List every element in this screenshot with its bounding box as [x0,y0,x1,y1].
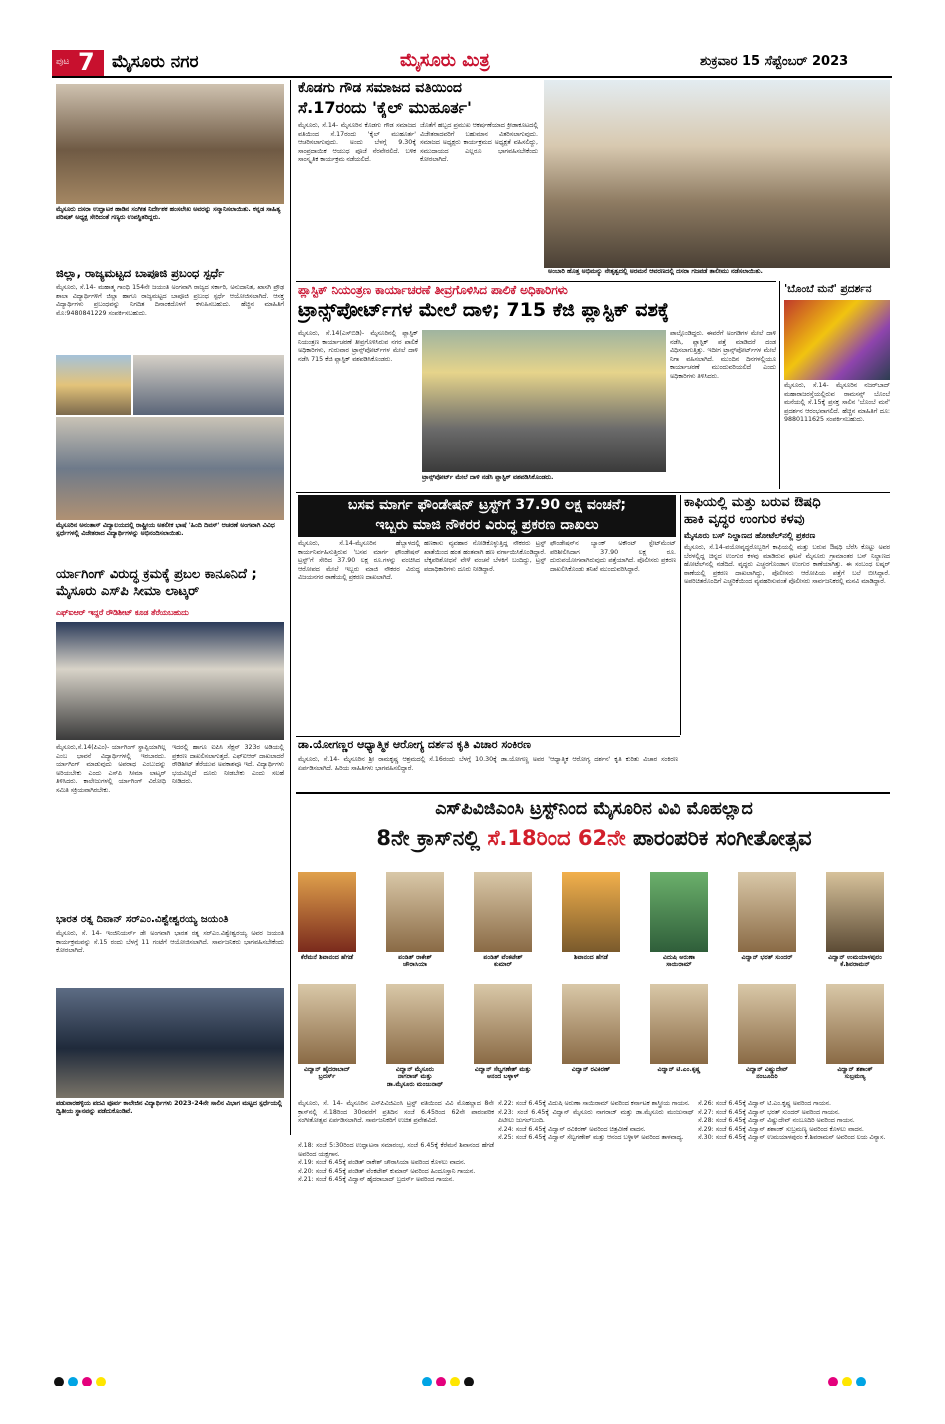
basava-headline-2: ಇಬ್ಬರು ಮಾಜಿ ನೌಕರರ ವಿರುದ್ಧ ಪ್ರಕರಣ ದಾಖಲು [375,517,599,533]
musician-name: ವಿದುಷಿ ಅರುಣಾ ಸಾಯಿರಾಮ್ [662,954,696,969]
reg-mark [450,1377,460,1386]
kodagu-text-a: ಮೈಸೂರು, ಸೆ.14- ಮೈಸೂರಿನ ಕೊಡಗು ಗೌಡ ಸಮಾಜದ ವತಿಯಿಂದ ಸೆ.17ರಂದು 'ಕೈಲ್ ಮುಹೂರ್ತ' ಆಚರಿಸಲಾಗುವುದು. ಅಂದು ಬೆಳಗ್ಗೆ 9.30ಕ್ಕೆ ಸಾಂಪ್ರದಾಯಿಕ ಆಯುಧ ಪೂಜೆ ನೆರವೇರಲಿದೆ. ಬಳಿಕ ಸಾಂಸ್ಕೃತಿಕ ಕಾರ್ಯಕ್ರಮ ನಡೆಯಲಿದೆ. [298,122,416,164]
registration-marks-left [52,1372,132,1386]
musician-card [386,872,444,969]
section-title: ಮೈಸೂರು ನಗರ [112,52,199,72]
musician-photo [386,872,444,952]
college-caption: ಪಡುವಾರಹಳ್ಳಿಯ ಪದವಿ ಪೂರ್ವ ಕಾಲೇಜಿನ ವಿದ್ಯಾರ್ಥಿಗಳು 2023-24ನೇ ಸಾಲಿನ ವಿಭಾಗ ಮಟ್ಟದ ಸ್ಪರ್ಧೆಯಲ್ಲಿ ದ್ವಿತೀಯ ಸ್ಥಾನವನ್ನು ಪಡೆದುಕೊಂಡಿವೆ. [56,1100,282,1116]
music-headline-2b: ಸೆ.18ರಿಂದ 62ನೇ [487,826,626,850]
music-headline [298,796,890,858]
music-headline-2c: ಪಾರಂಪರಿಕ ಸಂಗೀತೋತ್ಸವ [625,826,812,850]
musician-photo [298,984,356,1064]
kodagu-text-b: ಜೊತೆಗೆ ಹಬ್ಬದ ಪ್ರಮುಖ ಆಕರ್ಷಣೆಯಾದ ಕ್ರೀಡಾಕೂಟದಲ್ಲಿ ವಿಜೇತರಾದವರಿಗೆ ಬಹುಮಾನ ವಿತರಿಸಲಾಗುವುದು. ಸಮಾಜದ ಅಧ್ಯಕ್ಷರು ಕಾರ್ಯಕ್ರಮದ ಅಧ್ಯಕ್ಷತೆ ವಹಿಸಲಿದ್ದು, ಸಮುದಾಯದ ಎಲ್ಲರೂ ಭಾಗವಹಿಸಬೇಕೆಂದು ಕೋರಲಾಗಿದೆ. [420,122,538,164]
plastic-text-b: ಪಾಲ್ಗೊಂಡಿದ್ದರು. ಈವರೆಗೆ ಅಂಗಡಿಗಳ ಮೇಲೆ ದಾಳಿ ನಡೆಸಿ, ಪ್ಲಾಸ್ಟಿಕ್ ಪತ್ತೆ ಮಾಡಿದರೆ ದಂಡ ವಿಧಿಸಲಾಗುತ್ತಿತ್ತು. ಇದೀಗ ಟ್ರಾನ್ಸ್‌ಪೋರ್ಟ್‌ಗಳ ಮೇಲೆ ನಿಗಾ ವಹಿಸಲಾಗಿದೆ. ಮುಂದಿನ ದಿನಗಳಲ್ಲಿಯೂ ಕಾರ್ಯಾಚರಣೆ ಮುಂದುವರಿಯಲಿದೆ ಎಂದು ಅಧಿಕಾರಿಗಳು ತಿಳಿಸಿದರು. [670,330,776,380]
musician-card [826,872,884,969]
musician-name: ವಿದ್ವಾನ್ ಟಿ.ಎಂ.ಕೃಷ್ಣ [657,1066,701,1073]
music-schedule-1 [298,1142,494,1366]
reg-mark [436,1377,446,1386]
musician-card [650,872,708,969]
schedule-item: ಸೆ.30: ಸಂಜೆ 6.45ಕ್ಕೆ ವಿದ್ವಾನ್ ಉಮಯಾಳಪುರಂ ಕೆ.ಶಿವರಾಮನ್ ಅವರಿಂದ ಲಯ ವಿನ್ಯಾಸ. [698,1134,886,1142]
page-number: 7 [78,50,95,76]
schedule-item: ಸೆ.19: ಸಂಜೆ 6.45ಕ್ಕೆ ಪಂಡಿತ್ ರಾಕೇಶ್ ಚೌರಾಸಿಯಾ ಅವರಿಂದ ಕೊಳಲು ವಾದನ. [298,1159,466,1167]
hrule-1 [296,281,776,282]
schedule-item: ಸೆ.27: ಸಂಜೆ 6.45ಕ್ಕೆ ವಿದ್ವಾನ್ ಭರತ್ ಸುಂದರ್ ಅವರಿಂದ ಗಾಯನ. [698,1108,840,1116]
reg-mark [82,1377,92,1386]
music-headline-1: ಎಸ್‌ಪಿವಿಜಿಎಂಸಿ ಟ್ರಸ್ಟ್‌ನಿಂದ ಮೈಸೂರಿನ ವಿವಿ ಮೊಹಲ್ಲಾದ [435,799,753,819]
basava-text-a: ಮೈಸೂರು, ಸೆ.14-ಮೈಸೂರಿನ ಹೆಬ್ಬಾಳದಲ್ಲಿ ಕಾರ್ಯನಿರ್ವಹಿಸುತ್ತಿರುವ 'ಬಸವ ಮಾರ್ಗ ಫೌಂಡೇಷನ್ ಟ್ರಸ್ಟ್‌'ಗೆ ಸೇರಿದ 37.90 ಲಕ್ಷ ರೂ.ಗಳನ್ನು ವಂಚಿಸಿದ ಆರೋಪದ ಮೇಲೆ ಇಬ್ಬರು ಮಾಜಿ ನೌಕರರ ವಿರುದ್ಧ ವಿಜಯನಗರ ಠಾಣೆಯಲ್ಲಿ ಪ್ರಕರಣ ದಾಖಲಾಗಿದೆ. [298,540,420,582]
bharat-ratna-heading: ಭಾರತ ರತ್ನ ದಿವಾನ್ ಸರ್‌ಎಂ.ವಿಶ್ವೇಶ್ವರಯ್ಯ ಜಯಂತಿ [56,914,229,925]
theft-headline-1: ಕಾಫಿಯಲ್ಲಿ ಮತ್ತು ಬರುವ ಔಷಧಿ [684,495,821,510]
musicians-row-2 [298,984,890,1098]
dolls-heading: 'ಬೊಂಬೆ ಮನೆ' ಪ್ರದರ್ಶನ [784,283,872,295]
plastic-text-a: ಮೈಸೂರು, ಸೆ.14(ಎಸ್‌ಬಿಡಿ)- ಮೈಸೂರಿನಲ್ಲಿ ಪ್ಲಾಸ್ಟಿಕ್ ನಿಯಂತ್ರಣ ಕಾರ್ಯಾಚರಣೆ ತೀವ್ರಗೊಳಿಸಿರುವ ನಗರ ಪಾಲಿಕೆ ಅಧಿಕಾರಿಗಳು, ಗುರುವಾರ ಟ್ರಾನ್ಸ್‌ಪೋರ್ಟ್‌ಗಳ ಮೇಲೆ ದಾಳಿ ನಡೆಸಿ 715 ಕೆಜಿ ಪ್ಲಾಸ್ಟಿಕ್ ವಶಪಡಿಸಿಕೊಂಡರು. [298,330,418,363]
theft-subheading: ಮೈಸೂರು ಬಸ್ ನಿಲ್ದಾಣದ ಹೋಟೆಲ್‌ನಲ್ಲಿ ಪ್ರಕರಣ [684,530,816,540]
reg-mark [842,1377,852,1386]
plastic-photo-caption: ಟ್ರಾನ್ಸ್‌ಪೋರ್ಟ್ ಮೇಲೆ ದಾಳಿ ನಡೆಸಿ ಪ್ಲಾಸ್ಟಿಕ್ ವಶಪಡಿಸಿಕೊಂಡರು. [422,474,554,481]
col-divider-2 [779,281,780,489]
basava-text-b: ಹಣಕಾಸು ವ್ಯವಹಾರ ನೋಡಿಕೊಳ್ಳುತ್ತಿದ್ದ ನೌಕರರು ಟ್ರಸ್ಟ್ ಖಾತೆಯಿಂದ ಹಂತ ಹಂತವಾಗಿ ಹಣ ವರ್ಗಾಯಿಸಿಕೊಂಡಿದ್ದಾರೆ. ಲೆಕ್ಕಪರಿಶೋಧನೆ ವೇಳೆ ವಂಚನೆ ಬೆಳಕಿಗೆ ಬಂದಿದ್ದು, ಟ್ರಸ್ಟ್ ಪದಾಧಿಕಾರಿಗಳು ದೂರು ನೀಡಿದ್ದಾರೆ. [424,540,546,573]
musician-card [650,984,708,1073]
kodagu-heading-1: ಕೊಡಗು ಗೌಡ ಸಮಾಜದ ವತಿಯಿಂದ [298,80,462,96]
musician-photo [474,984,532,1064]
reg-mark [68,1377,78,1386]
schedule-item: ಸೆ.29: ಸಂಜೆ 6.45ಕ್ಕೆ ವಿದ್ವಾನ್ ಶಶಾಂಕ್ ಸುಬ್ರಮಣ್ಯ ಅವರಿಂದ ಕೊಳಲು ವಾದನ. [698,1125,864,1133]
schedule-item: ಸೆ.24: ಸಂಜೆ 6.45ಕ್ಕೆ ವಿದ್ವಾನ್ ರವಿಕಿರಣ್ ಅವರಿಂದ ಚಿತ್ರವೀಣೆ ವಾದನ. [498,1125,646,1133]
dolls-photo [784,300,890,380]
musician-card [562,872,620,961]
basava-text-c: ಫೌಂಡೇಷನ್‌ನ ಬ್ಯಾಂಕ್ ಅಕೌಂಟ್ ಸ್ಟೇಟ್‌ಮೆಂಟ್ ಪರಿಶೀಲಿಸಿದಾಗ 37.90 ಲಕ್ಷ ರೂ. ದುರುಪಯೋಗವಾಗಿರುವುದು ಪತ್ತೆಯಾಗಿದೆ. ಪೊಲೀಸರು ಪ್ರಕರಣ ದಾಖಲಿಸಿಕೊಂಡು ತನಿಖೆ ಮುಂದುವರಿಸಿದ್ದಾರೆ. [550,540,676,573]
musician-photo [562,872,620,952]
musician-photo [386,984,444,1064]
registration-marks-right [826,1372,892,1386]
paper-name: ಮೈಸೂರು ಮಿತ್ರ [400,50,490,71]
music-headline-2 [298,822,890,854]
schedule-item: ಸೆ.23: ಸಂಜೆ 6.45ಕ್ಕೆ ವಿದ್ವಾನ್ ಮೈಸೂರು ನಾಗರಾಜ್ ಮತ್ತು ಡಾ.ಮೈಸೂರು ಮಂಜುನಾಥ್ ಪಿಟೀಲು ಜುಗಲ್‌ಬಂದಿ. [498,1108,694,1125]
musician-name: ಕೆರೆಮನೆ ಶಿವಾನಂದ ಹೆಗಡೆ [300,954,354,961]
page-number-box [52,50,104,76]
musician-photo [826,872,884,952]
students-group-photo-2 [56,417,284,520]
schedule-item: ಸೆ.18: ಸಂಜೆ 5:30ರಿಂದ ಉದ್ಘಾಟನಾ ಸಮಾರಂಭ, ಸಂಜೆ 6.45ಕ್ಕೆ ಕೆರೆಮನೆ ಶಿವಾನಂದ ಹೆಗಡೆ ಅವರಿಂದ ಯಕ್ಷಗಾನ. [298,1142,494,1158]
hrule-2 [296,492,890,493]
page-word: ಪುಟ [56,57,70,67]
musician-photo [650,872,708,952]
basava-headline-1: ಬಸವ ಮಾರ್ಗ ಫೌಂಡೇಷನ್ ಟ್ರಸ್ಟ್‌ಗೆ 37.90 ಲಕ್ಷ ವಂಚನೆ; [347,497,627,513]
sp-seema-latkar-photo [56,622,284,740]
musician-photo [738,872,796,952]
musician-name: ವಿದ್ವಾನ್ ವಿಷ್ಣುದೇವ್ ನಂಬೂದಿರಿ [746,1066,788,1081]
schedule-item: ಸೆ.25: ಸಂಜೆ 6.45ಕ್ಕೆ ವಿದ್ವಾನ್ ಸೆಲ್ವಗಣೇಶ್ ಮತ್ತು ಆನಂದ ಬಳ್ಳಾಳ್ ಅವರಿಂದ ತಾಳವಾದ್ಯ. [498,1134,684,1142]
ragging-text-a: ಮೈಸೂರು,ಸೆ.14(ಪಿಎಂ)- ರ್ಯಾಗಿಂಗ್ ಸ್ಥಾಪ್ಪಿಯಾಗಿಲ್ಲ ಎಂಬ ಭಾವನೆ ವಿದ್ಯಾರ್ಥಿಗಳಲ್ಲಿ ಇರಬಾರದು. ರ್ಯಾಗಿಂಗ್ ಮಾಡುವುದು ಅಪರಾಧ ಎಂಬುದನ್ನು ಅರಿಯಬೇಕು ಎಂದು ಎಸ್‌ಪಿ ಸೀಮಾ ಲಾಟ್ಕರ್ ತಿಳಿಸಿದರು. ಕಾಲೇಜುಗಳಲ್ಲಿ ರ್ಯಾಗಿಂಗ್ ವಿರೋಧಿ ಸಮಿತಿ ಸಕ್ರಿಯವಾಗಿರಬೇಕು. [56,744,166,794]
essay-text: ಮೈಸೂರು, ಸೆ.14- ಮಹಾತ್ಮ ಗಾಂಧಿ 154ನೇ ಜಯಂತಿ ಅಂಗವಾಗಿ ರಾಜ್ಯದ ಸರ್ಕಾರಿ, ಅನುದಾನಿತ, ಖಾಸಗಿ ಪ್ರೌಢ ಶಾಲಾ ವಿದ್ಯಾರ್ಥಿಗಳಿಗೆ ಜಿಲ್ಲಾ ಹಾಗೂ ರಾಜ್ಯಮಟ್ಟದ ಬಾಪೂಜಿ ಪ್ರಬಂಧ ಸ್ಪರ್ಧೆ ಆಯೋಜಿಸಲಾಗಿದೆ. ಆಸಕ್ತ ವಿದ್ಯಾರ್ಥಿಗಳು ಪ್ರಬಂಧವನ್ನು ನಿಗದಿತ ದಿನಾಂಕದೊಳಗೆ ಕಳುಹಿಸಬಹುದು. ಹೆಚ್ಚಿನ ಮಾಹಿತಿಗೆ ಮೊ:9480841229 ಸಂಪರ್ಕಿಸಬಹುದು. [56,284,284,317]
dasara-elephants-photo [544,80,890,268]
theft-text: ಮೈಸೂರು, ಸೆ.14-ವಯೋವೃದ್ಧರೊಬ್ಬರಿಗೆ ಕಾಫಿಯಲ್ಲಿ ಮತ್ತು ಬರುವ ಔಷಧಿ ಬೆರೆಸಿ ಕೊಟ್ಟು ಅವರ ಬೆರಳಲ್ಲಿದ್ದ ಚಿನ್ನದ ಉಂಗುರ ಕಳವು ಮಾಡಿರುವ ಘಟನೆ ಮೈಸೂರು ಗ್ರಾಮಾಂತರ ಬಸ್ ನಿಲ್ದಾಣದ ಹೋಟೆಲ್‌ನಲ್ಲಿ ನಡೆದಿದೆ. ವೃದ್ಧರು ಎಚ್ಚರಗೊಂಡಾಗ ಉಂಗುರ ಕಾಣೆಯಾಗಿತ್ತು. ಈ ಸಂಬಂಧ ಲಷ್ಕರ್ ಠಾಣೆಯಲ್ಲಿ ಪ್ರಕರಣ ದಾಖಲಾಗಿದ್ದು, ಪೊಲೀಸರು ಆರೋಪಿಯ ಪತ್ತೆಗೆ ಬಲೆ ಬೀಸಿದ್ದಾರೆ. ಅಪರಿಚಿತರೊಂದಿಗೆ ಎಚ್ಚರಿಕೆಯಿಂದ ವ್ಯವಹರಿಸುವಂತೆ ಪೊಲೀಸರು ಸಾರ್ವಜನಿಕರಲ್ಲಿ ಮನವಿ ಮಾಡಿದ್ದಾರೆ. [684,544,890,586]
musician-photo [562,984,620,1064]
musician-card [738,872,796,961]
reg-mark [464,1377,474,1386]
musician-name: ವಿದ್ವಾನ್ ಶಶಾಂಕ್ ಸುಬ್ರಮಣ್ಯ [837,1066,873,1081]
musician-name: ವಿದ್ವಾನ್ ರವಿಕಿರಣ್ [571,1066,611,1073]
reg-mark [54,1377,64,1386]
dolls-text: ಮೈಸೂರು, ಸೆ.14- ಮೈಸೂರಿನ ನಜರ್‌ಬಾದ್ ಮಹಾರಾಜರಸ್ತೆಯಲ್ಲಿರುವ ರಾಮಸನ್ಸ್ ಬೊಂಬೆ ಮನೆಯಲ್ಲಿ ಸೆ.15ಕ್ಕೆ ಪ್ರಸಕ್ತ ಸಾಲಿನ 'ಬೊಂಬೆ ಮನೆ' ಪ್ರದರ್ಶನ ಆರಂಭವಾಗಲಿದೆ. ಹೆಚ್ಚಿನ ಮಾಹಿತಿಗೆ ದೂ: 9880111625 ಸಂಪರ್ಕಿಸಬಹುದು. [784,382,890,424]
ragging-subheading: ಎಫ್‌ಐಆರ್ ಇದ್ದರೆ ರೌಡಿಶೀಟ್ ಕೂಡ ತೆರೆಯಬಹುದು [56,608,189,617]
musician-card [474,872,532,969]
school-building-photo [56,355,131,415]
music-schedule-2 [498,1100,694,1366]
col-divider-3 [680,495,681,735]
musician-card [562,984,620,1073]
essay-heading: ಜಿಲ್ಲಾ, ರಾಜ್ಯಮಟ್ಟದ ಬಾಪೂಜಿ ಪ್ರಬಂಧ ಸ್ಪರ್ಧೆ [56,266,225,280]
masthead-rule [52,76,892,78]
basava-headline-box [298,495,676,537]
musician-photo [298,872,356,952]
musician-photo [650,984,708,1064]
felicitation-caption: ಮೈಸೂರು ದಸರಾ ಉದ್ಘಾಟಕ ಹಾಡಿನ ಸಂಗೀತ ನಿರ್ದೇಶಕ ಹಂಸಲೇಖ ಅವರನ್ನು ಸನ್ಮಾನಿಸಲಾಯಿತು. ಕನ್ನಡ ಸಾಹಿತ್ಯ ಪರಿಷತ್ ಅಧ್ಯಕ್ಷ ಸೇರಿದಂತೆ ಗಣ್ಯರು ಉಪಸ್ಥಿತರಿದ್ದರು. [56,206,281,222]
reg-mark [856,1377,866,1386]
yoganna-text: ಮೈಸೂರು, ಸೆ.14- ಮೈಸೂರಿನ ಶ್ರೀ ರಾಮಕೃಷ್ಣ ಆಶ್ರಮದಲ್ಲಿ ಸೆ.16ರಂದು ಬೆಳಗ್ಗೆ 10.30ಕ್ಕೆ ಡಾ.ಯೋಗಣ್ಣ ಅವರ 'ಆಧ್ಯಾತ್ಮಿಕ ಆರೋಗ್ಯ ದರ್ಶನ' ಕೃತಿ ಕುರಿತು ವಿಚಾರ ಸಂಕಿರಣ ಏರ್ಪಡಿಸಲಾಗಿದೆ. ಹಿರಿಯ ಸಾಹಿತಿಗಳು ಭಾಗವಹಿಸಲಿದ್ದಾರೆ. [298,756,678,772]
reg-mark [422,1377,432,1386]
reg-mark [96,1377,106,1386]
hamsalekha-felicitation-photo [56,84,284,204]
schedule-item: ಸೆ.28: ಸಂಜೆ 6.45ಕ್ಕೆ ವಿದ್ವಾನ್ ವಿಷ್ಣುದೇವ್ ನಂಬೂದಿರಿ ಅವರಿಂದ ಗಾಯನ. [698,1117,855,1125]
college-students-photo [56,988,284,1098]
musician-card [298,872,356,961]
music-schedule-3 [698,1100,890,1366]
musician-name: ಶಿವಾನಂದ ಹೆಗಡೆ [574,954,608,961]
elephant-caption: ಅಂಬಾರಿ ಹೊತ್ತ ಅಭಿಮನ್ಯು ನೇತೃತ್ವದಲ್ಲಿ ಅರಮನೆ ಆವರಣದಲ್ಲಿ ದಸರಾ ಗಜಪಡೆ ತಾಲೀಮು ನಡೆಸಲಾಯಿತು. [548,268,763,275]
musician-name: ಪಂಡಿತ್ ರಾಕೇಶ್ ಚೌರಾಸಿಯಾ [398,954,432,969]
ragging-heading: ರ್ಯಾಗಿಂಗ್ ವಿರುದ್ಧ ಕ್ರಮಕ್ಕೆ ಪ್ರಬಲ ಕಾನೂನಿದೆ ; ಮೈಸೂರು ಎಸ್‌ಪಿ ಸೀಮಾ ಲಾಟ್ಕರ್ [56,567,257,599]
schedule-item: ಸೆ.21: ಸಂಜೆ 6.45ಕ್ಕೆ ವಿದ್ವಾನ್ ಹೈದರಾಬಾದ್ ಬ್ರದರ್ಸ್ ಅವರಿಂದ ಗಾಯನ. [298,1176,455,1184]
musician-name: ವಿದ್ವಾನ್ ಭರತ್ ಸುಂದರ್ [741,954,793,961]
plastic-kicker: ಪ್ಲಾಸ್ಟಿಕ್ ನಿಯಂತ್ರಣ ಕಾರ್ಯಾಚರಣೆ ತೀವ್ರಗೊಳಿಸಿದ ಪಾಲಿಕೆ ಅಧಿಕಾರಿಗಳು [298,283,568,297]
musician-card [738,984,796,1081]
musician-photo [474,872,532,952]
musician-card [474,984,532,1081]
schedule-item: ಸೆ.20: ಸಂಜೆ 6.45ಕ್ಕೆ ಪಂಡಿತ್ ವೆಂಕಟೇಶ್ ಕುಮಾರ್ ಅವರಿಂದ ಹಿಂದೂಸ್ತಾನಿ ಗಾಯನ. [298,1167,476,1175]
schedule-item: ಸೆ.22: ಸಂಜೆ 6.45ಕ್ಕೆ ವಿದುಷಿ ಅರುಣಾ ಸಾಯಿರಾಮ್ ಅವರಿಂದ ಕರ್ನಾಟಕ ಶಾಸ್ತ್ರೀಯ ಗಾಯನ. [498,1100,690,1107]
col-divider-1 [290,80,291,1135]
masthead [0,50,945,76]
hrule-3 [296,736,680,737]
students-group-photo-1 [133,355,284,415]
musician-photo [826,984,884,1064]
bharat-ratna-text: ಮೈಸೂರು, ಸೆ. 14- ಇಂಜಿನಿಯರ್ಸ್ ಡೇ ಅಂಗವಾಗಿ ಭಾರತ ರತ್ನ ಸರ್‌ಎಂ.ವಿಶ್ವೇಶ್ವರಯ್ಯ ಅವರ ಜಯಂತಿ ಕಾರ್ಯಕ್ರಮವನ್ನು ಸೆ.15 ರಂದು ಬೆಳಗ್ಗೆ 11 ಗಂಟೆಗೆ ಆಯೋಜಿಸಲಾಗಿದೆ. ಸಾರ್ವಜನಿಕರು ಭಾಗವಹಿಸಬೇಕೆಂದು ಕೋರಲಾಗಿದೆ. [56,930,284,955]
plastic-raid-photo [422,330,666,472]
musician-name: ವಿದ್ವಾನ್ ಉಮಯಾಳಪುರಂ ಕೆ.ಶಿವರಾಮನ್ [828,954,882,969]
musician-name: ವಿದ್ವಾನ್ ಮೈಸೂರು ನಾಗರಾಜ್ ಮತ್ತು ಡಾ.ಮೈಸೂರು ಮಂಜುನಾಥ್ [386,1066,444,1088]
yoganna-heading: ಡಾ.ಯೋಗಣ್ಣರ ಆಧ್ಯಾತ್ಮಿಕ ಆರೋಗ್ಯ ದರ್ಶನ ಕೃತಿ ವಿಚಾರ ಸಂಕಿರಣ [298,738,531,751]
music-headline-2a: 8ನೇ ಕ್ರಾಸ್‌ನಲ್ಲಿ [376,826,488,850]
plastic-headline: ಟ್ರಾನ್ಸ್‌ಪೋರ್ಟ್‌ಗಳ ಮೇಲೆ ದಾಳಿ; 715 ಕೆಜಿ ಪ್ಲಾಸ್ಟಿಕ್ ವಶಕ್ಕೆ [298,299,670,321]
schedule-item: ಸೆ.26: ಸಂಜೆ 6.45ಕ್ಕೆ ವಿದ್ವಾನ್ ಟಿ.ಎಂ.ಕೃಷ್ಣ ಅವರಿಂದ ಗಾಯನ. [698,1100,832,1107]
ragging-text-b: ಇದರಲ್ಲಿ ಹಾಗೂ ಐಪಿಸಿ ಸೆಕ್ಷನ್ 323ರ ಅಡಿಯಲ್ಲಿ ಪ್ರಕರಣ ದಾಖಲಿಸಲಾಗುತ್ತದೆ. ಎಫ್‌ಐಆರ್ ದಾಖಲಾದರೆ ರೌಡಿಶೀಟ್ ತೆರೆಯುವ ಅವಕಾಶವೂ ಇದೆ. ವಿದ್ಯಾರ್ಥಿಗಳು ಭಯವಿಲ್ಲದೆ ದೂರು ನೀಡಬೇಕು ಎಂದು ಸಲಹೆ ನೀಡಿದರು. [172,744,284,786]
registration-marks-center [420,1372,500,1386]
musician-name: ವಿದ್ವಾನ್ ಹೈದರಾಬಾದ್ ಬ್ರದರ್ಸ್ [304,1066,350,1081]
musician-card [298,984,356,1081]
musician-photo [738,984,796,1064]
musicians-row-1 [298,872,890,982]
musician-card [826,984,884,1081]
hrule-4 [296,792,890,794]
musician-card [386,984,444,1088]
reg-mark [828,1377,838,1386]
musician-name: ವಿದ್ವಾನ್ ಸೆಲ್ವಗಣೇಶ್ ಮತ್ತು ಆನಂದ ಬಳ್ಳಾಳ್ [474,1066,532,1081]
issue-date: ಶುಕ್ರವಾರ 15 ಸೆಪ್ಟೆಂಬರ್ 2023 [700,54,849,69]
theft-headline-2: ಹಾಕಿ ವೃದ್ಧರ ಉಂಗುರ ಕಳವು [684,512,805,527]
music-intro: ಮೈಸೂರು, ಸೆ. 14- ಮೈಸೂರಿನ ಎಸ್‌ಪಿವಿಜಿಎಂಸಿ ಟ್ರಸ್ಟ್ ವತಿಯಿಂದ ವಿವಿ ಮೊಹಲ್ಲಾದ 8ನೇ ಕ್ರಾಸ್‌ನಲ್ಲಿ ಸೆ.18ರಿಂದ 30ರವರೆಗೆ ಪ್ರತಿದಿನ ಸಂಜೆ 6.45ರಿಂದ 62ನೇ ಪಾರಂಪರಿಕ ಸಂಗೀತೋತ್ಸವ ಏರ್ಪಡಿಸಲಾಗಿದೆ. ಸಾರ್ವಜನಿಕರಿಗೆ ಉಚಿತ ಪ್ರವೇಶವಿದೆ. [298,1100,494,1125]
kodagu-heading-2: ಸೆ.17ರಂದು 'ಕೈಲ್ ಮುಹೂರ್ತ' [298,98,472,117]
musician-name: ಪಂಡಿತ್ ವೆಂಕಟೇಶ್ ಕುಮಾರ್ [483,954,523,969]
students-caption: ಮೈಸೂರಿನ ಅನಂತಾಸ್ ವಿದ್ಯಾಲಯದಲ್ಲಿ ರಾಷ್ಟ್ರೀಯ ಅತಲೀಕ ಭಾಷೆ 'ಹಿಂದಿ ದಿವಸ್' ಆಚರಣೆ ಅಂಗವಾಗಿ ವಿವಿಧ ಸ್ಪರ್ಧೆಗಳಲ್ಲಿ ವಿಜೇತರಾದ ವಿದ್ಯಾರ್ಥಿಗಳನ್ನು ಅಭಿನಂದಿಸಲಾಯಿತು. [56,522,275,538]
